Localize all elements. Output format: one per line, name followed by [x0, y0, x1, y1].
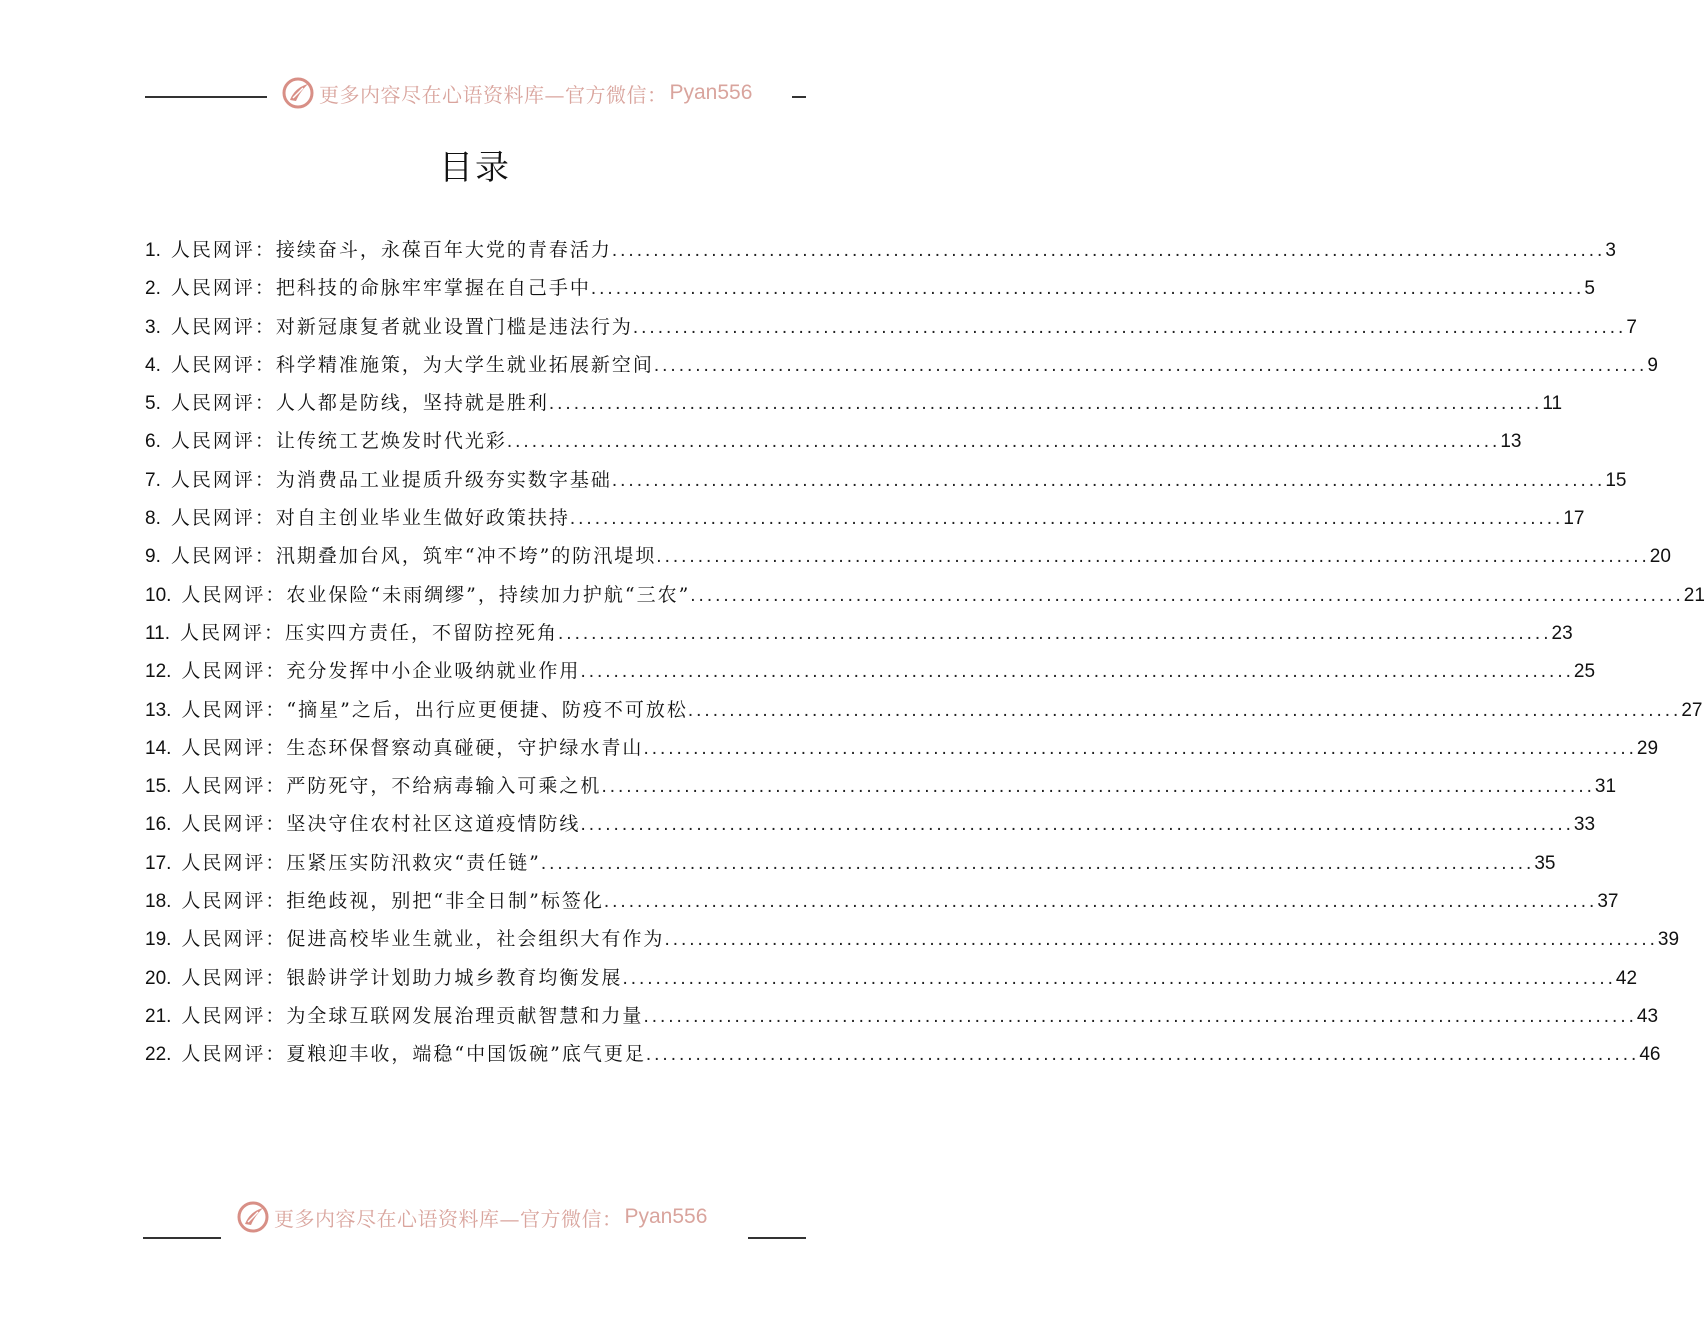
toc-entry-title: 人民网评：压紧压实防汛救灾“责任链”: [181, 851, 541, 874]
toc-dot-leader: ........................................................................................................................: [540, 852, 1535, 874]
toc-entry-title: 人民网评：为全球互联网发展治理贡献智慧和力量: [181, 1004, 644, 1027]
toc-entry-page: 33: [1573, 814, 1596, 836]
footer-brand-id: Pyan556: [624, 1205, 708, 1228]
toc-entry[interactable]: [145, 959, 1638, 997]
toc-entry-title: 人民网评：严防死守，不给病毒输入可乘之机: [181, 775, 602, 798]
toc-dot-leader: ........................................................................................................................: [653, 354, 1648, 376]
header-brand: [281, 76, 752, 110]
toc-entry-number: 19.: [145, 929, 172, 951]
toc-entry[interactable]: [145, 844, 1556, 882]
toc-entry[interactable]: [145, 422, 1522, 460]
toc-entry[interactable]: [145, 231, 1616, 269]
toc-entry-title: 人民网评：充分发挥中小企业吸纳就业作用: [181, 660, 581, 683]
toc-entry-page: 46: [1639, 1044, 1661, 1066]
toc-entry[interactable]: [145, 537, 1671, 575]
toc-entry-title: 人民网评：科学精准施策，为大学生就业拓展新空间: [170, 353, 654, 376]
toc-entry-number: 11.: [145, 622, 171, 644]
toc-entry-page: 13: [1500, 431, 1522, 453]
toc-dot-leader: ........................................................................................................................: [548, 393, 1543, 415]
toc-dot-leader: ........................................................................................................................: [656, 546, 1650, 568]
toc-entry[interactable]: [145, 499, 1585, 537]
toc-entry-number: 6.: [145, 431, 161, 453]
toc-entry-page: 21: [1683, 584, 1705, 606]
toc-entry-number: 8.: [145, 508, 161, 530]
toc-entry-title: 人民网评：拒绝歧视，别把“非全日制”标签化: [181, 890, 604, 913]
toc-entry-page: 29: [1636, 737, 1659, 759]
toc-entry-number: 3.: [145, 316, 161, 338]
toc-entry-number: 16.: [145, 814, 172, 836]
toc-entry[interactable]: [145, 691, 1703, 729]
toc-entry-number: 18.: [145, 891, 172, 913]
footer-banner: [0, 1198, 950, 1238]
toc-entry[interactable]: [145, 1035, 1661, 1073]
table-of-contents: [145, 231, 1705, 1074]
toc-entry[interactable]: [145, 614, 1573, 652]
toc-entry-number: 21.: [145, 1005, 172, 1027]
toc-entry-number: 2.: [145, 278, 161, 300]
toc-entry[interactable]: [145, 308, 1637, 346]
toc-entry[interactable]: [145, 461, 1627, 499]
toc-entry-number: 12.: [145, 661, 172, 683]
toc-entry[interactable]: [145, 997, 1659, 1035]
toc-dot-leader: ........................................................................................................................: [632, 316, 1627, 338]
toc-dot-leader: ........................................................................................................................: [580, 661, 1574, 683]
toc-entry-page: 23: [1551, 622, 1573, 644]
toc-entry-number: 9.: [145, 546, 161, 568]
toc-entry-number: 10.: [145, 584, 172, 606]
toc-entry[interactable]: [145, 652, 1596, 690]
toc-entry[interactable]: [145, 729, 1659, 767]
toc-entry[interactable]: [145, 920, 1680, 958]
toc-entry-page: 11: [1542, 393, 1563, 415]
toc-dot-leader: ........................................................................................................................: [690, 584, 1684, 606]
toc-dot-leader: ........................................................................................................................: [643, 1005, 1637, 1027]
toc-dot-leader: ........................................................................................................................: [569, 508, 1564, 530]
toc-entry-page: 25: [1573, 661, 1596, 683]
toc-entry-number: 22.: [145, 1044, 172, 1066]
toc-entry-number: 13.: [145, 699, 172, 721]
brand-logo-icon: [281, 76, 315, 110]
footer-brand-text: 更多内容尽在心语资料库—官方微信：: [274, 1206, 623, 1231]
toc-dot-leader: ........................................................................................................................: [506, 431, 1501, 453]
toc-dot-leader: ........................................................................................................................: [611, 240, 1606, 261]
toc-entry[interactable]: [145, 882, 1619, 920]
footer-rule-left: [143, 1237, 221, 1239]
toc-entry-number: 4.: [145, 354, 161, 376]
toc-entry-title: 人民网评：为消费品工业提质升级夯实数字基础: [170, 468, 612, 491]
toc-entry[interactable]: [145, 346, 1658, 384]
toc-entry-page: 35: [1534, 852, 1556, 874]
toc-entry-title: 人民网评：让传统工艺焕发时代光彩: [170, 430, 507, 453]
toc-dot-leader: ........................................................................................................................: [645, 1044, 1640, 1066]
toc-entry-title: 人民网评：人人都是防线，坚持就是胜利: [170, 392, 549, 415]
toc-entry-page: 42: [1615, 967, 1638, 989]
toc-entry-title: 人民网评：农业保险“未雨绸缪”，持续加力护航“三农”: [181, 583, 691, 606]
header-banner: [0, 74, 950, 114]
toc-entry-title: 人民网评：银龄讲学计划助力城乡教育均衡发展: [181, 966, 623, 989]
toc-entry-title: 人民网评：生态环保督察动真碰硬，守护绿水青山: [181, 736, 644, 759]
toc-entry-page: 15: [1605, 469, 1627, 491]
toc-entry-page: 5: [1584, 278, 1595, 300]
toc-dot-leader: ........................................................................................................................: [558, 622, 1552, 644]
toc-entry-number: 17.: [145, 852, 172, 874]
toc-entry[interactable]: [145, 767, 1617, 805]
toc-entry-number: 20.: [145, 967, 172, 989]
toc-entry-title: 人民网评：促进高校毕业生就业，社会组织大有作为: [181, 928, 665, 951]
toc-entry-page: 20: [1649, 546, 1671, 568]
brand-logo-icon: [236, 1200, 270, 1234]
footer-brand: [236, 1200, 707, 1234]
toc-entry-title: 人民网评：压实四方责任，不留防控死角: [180, 621, 559, 644]
page-title: 目录: [439, 148, 511, 188]
toc-entry-number: 15.: [145, 776, 172, 798]
toc-entry[interactable]: [145, 384, 1563, 422]
header-brand-id: Pyan556: [669, 81, 753, 104]
toc-entry-page: 43: [1636, 1005, 1659, 1027]
toc-entry-title: 人民网评：把科技的命脉牢牢掌握在自己手中: [170, 277, 591, 300]
toc-entry-title: 人民网评：接续奋斗，永葆百年大党的青春活力: [170, 239, 612, 261]
toc-entry-page: 9: [1647, 354, 1658, 376]
toc-entry-page: 39: [1657, 929, 1680, 951]
toc-dot-leader: ........................................................................................................................: [611, 469, 1606, 491]
toc-dot-leader: ........................................................................................................................: [603, 891, 1598, 913]
toc-entry-number: 1.: [145, 240, 161, 261]
header-rule-left: [145, 96, 267, 98]
toc-dot-leader: ........................................................................................................................: [687, 699, 1682, 721]
toc-entry-page: 17: [1563, 508, 1585, 530]
header-brand-text: 更多内容尽在心语资料库—官方微信：: [319, 82, 668, 107]
toc-dot-leader: ........................................................................................................................: [590, 278, 1585, 300]
toc-entry-page: 37: [1597, 891, 1619, 913]
header-rule-right: [792, 96, 806, 98]
toc-entry-title: 人民网评：“摘星”之后，出行应更便捷、防疫不可放松: [181, 698, 688, 721]
toc-entry[interactable]: [145, 576, 1705, 614]
toc-entry-title: 人民网评：汛期叠加台风，筑牢“冲不垮”的防汛堤坝: [170, 545, 657, 568]
toc-entry-number: 14.: [145, 737, 172, 759]
toc-entry-page: 31: [1594, 776, 1617, 798]
toc-entry-title: 人民网评：夏粮迎丰收，端稳“中国饭碗”底气更足: [181, 1043, 646, 1066]
toc-entry-page: 3: [1605, 240, 1616, 261]
toc-entry-page: 7: [1626, 316, 1637, 338]
toc-entry-number: 7.: [145, 469, 161, 491]
toc-dot-leader: ........................................................................................................................: [622, 967, 1616, 989]
toc-entry-title: 人民网评：对自主创业毕业生做好政策扶持: [170, 507, 570, 530]
toc-dot-leader: ........................................................................................................................: [664, 929, 1658, 951]
toc-dot-leader: ........................................................................................................................: [580, 814, 1574, 836]
footer-rule-right: [748, 1237, 806, 1239]
toc-entry-title: 人民网评：坚决守住农村社区这道疫情防线: [181, 813, 581, 836]
toc-dot-leader: ........................................................................................................................: [601, 776, 1595, 798]
toc-entry[interactable]: [145, 269, 1595, 307]
toc-dot-leader: ........................................................................................................................: [643, 737, 1637, 759]
toc-entry-title: 人民网评：对新冠康复者就业设置门槛是违法行为: [170, 315, 633, 338]
toc-entry-number: 5.: [145, 393, 161, 415]
toc-entry-page: 27: [1681, 699, 1703, 721]
toc-entry[interactable]: [145, 805, 1596, 843]
